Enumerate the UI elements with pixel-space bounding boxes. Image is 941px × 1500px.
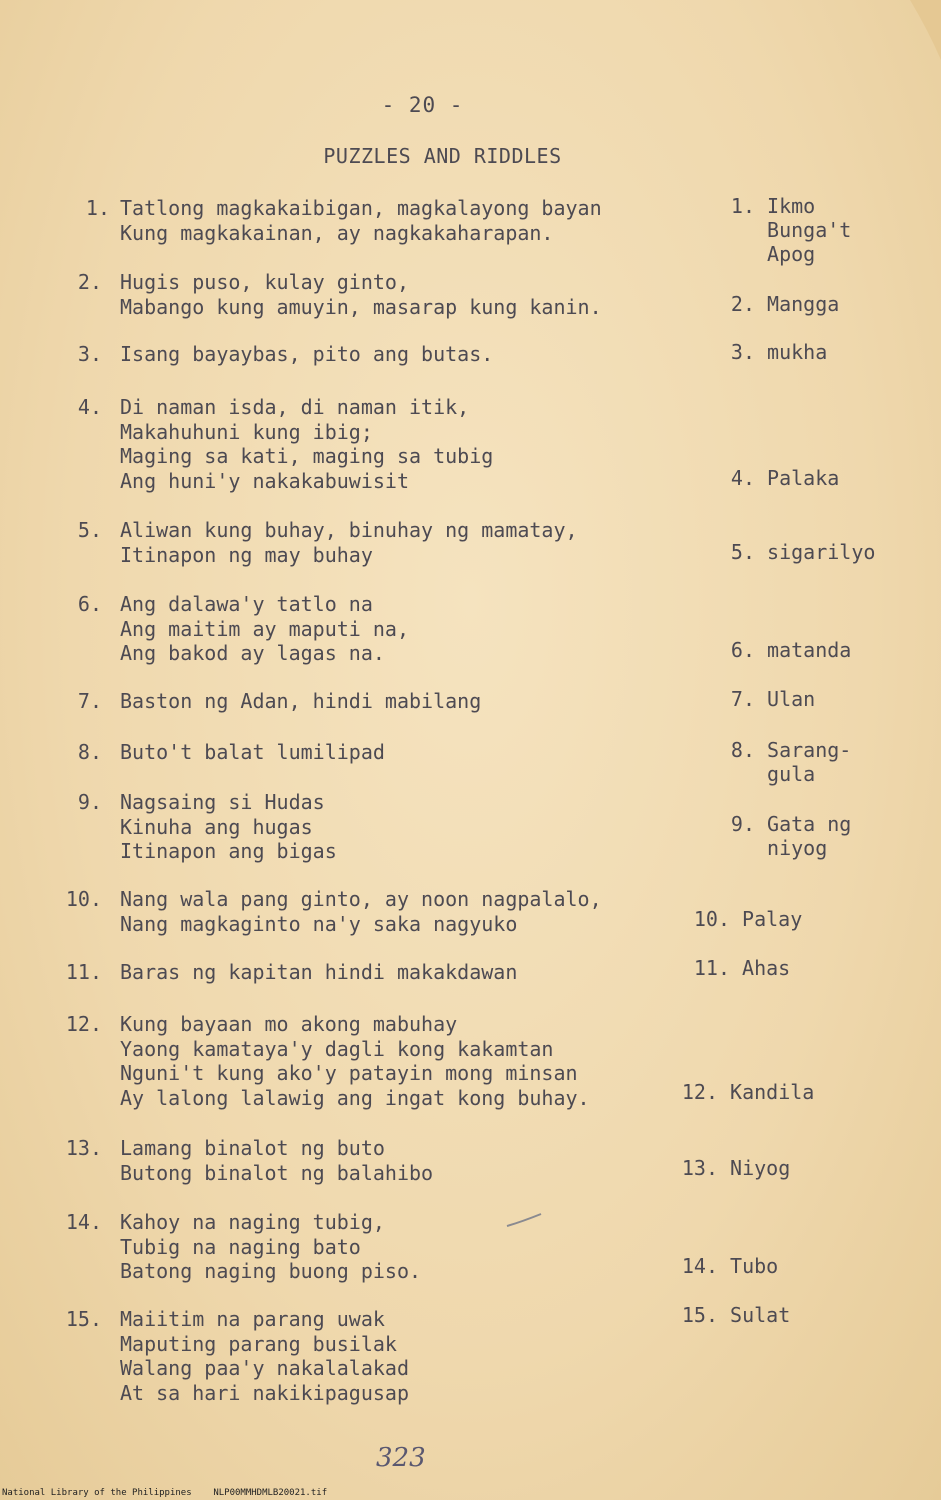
answer-number: 2. — [730, 292, 755, 316]
riddle-text: Buto't balat lumilipad — [120, 740, 385, 764]
pen-stroke-mark — [505, 1210, 545, 1230]
page-number: - 20 - — [381, 93, 464, 117]
riddle-text: Kahoy na naging tubig, Tubig na naging bato Batong naging buong piso. — [120, 1210, 422, 1283]
riddle-number: 15. — [65, 1307, 102, 1331]
answer-text: Palaka — [767, 466, 840, 490]
answer-number: 10. — [693, 907, 730, 931]
riddle-number: 6. — [77, 592, 102, 616]
riddle-answer — [678, 1080, 814, 1104]
riddle-answer — [678, 1303, 790, 1327]
answer-number: 4. — [730, 466, 755, 490]
answer-text: Palay — [742, 907, 803, 931]
riddle-answer — [678, 1156, 790, 1180]
page-title: PUZZLES AND RIDDLES — [323, 144, 562, 168]
riddle-number: 9. — [77, 790, 102, 814]
riddle-answer — [715, 540, 875, 564]
riddle-text: Baras ng kapitan hindi makakdawan — [120, 960, 518, 984]
riddle-number: 1. — [85, 196, 110, 220]
answer-text: Sarang- gula — [767, 738, 852, 786]
riddle-answer — [715, 292, 839, 316]
answer-number: 7. — [730, 687, 755, 711]
handwritten-mark-text: 323 — [376, 1443, 426, 1473]
riddle-answer — [715, 687, 815, 711]
riddle-text: Kung bayaan mo akong mabuhay Yaong kamataya'y dagli kong kakamtan Nguni't kung ako'y patayin mong minsan Ay lalong lalawig ang ingat kong buhay. — [120, 1012, 590, 1110]
answer-number: 12. — [681, 1080, 718, 1104]
answer-text: Mangga — [767, 292, 840, 316]
riddle-number: 10. — [65, 887, 102, 911]
riddle-answer — [715, 194, 851, 266]
answer-number: 1. — [730, 194, 755, 218]
answer-text: matanda — [767, 638, 852, 662]
riddle-number: 12. — [65, 1012, 102, 1036]
riddle-answer — [715, 466, 839, 490]
footer-source: National Library of the Philippines NLP00MMHDMLB20021.tif — [2, 1488, 328, 1498]
riddle-number: 3. — [77, 342, 102, 366]
riddle-text: Hugis puso, kulay ginto, Mabango kung amuyin, masarap kung kanin. — [120, 270, 602, 319]
riddle-number: 5. — [77, 518, 102, 542]
answer-number: 3. — [730, 340, 755, 364]
riddle-text: Di naman isda, di naman itik, Makahuhuni kung ibig; Maging sa kati, maging sa tubig Ang huni'y nakakabuwisit — [120, 395, 494, 493]
riddle-text: Tatlong magkakaibigan, magkalayong bayan Kung magkakainan, ay nagkakaharapan. — [120, 196, 602, 245]
riddle-answer — [715, 638, 851, 662]
riddle-number: 4. — [77, 395, 102, 419]
riddle-number: 7. — [77, 689, 102, 713]
riddle-answer — [678, 1254, 778, 1278]
riddle-text: Lamang binalot ng buto Butong binalot ng balahibo — [120, 1136, 434, 1185]
answer-text: Sulat — [730, 1303, 791, 1327]
answer-number: 8. — [730, 738, 755, 762]
riddle-number: 13. — [65, 1136, 102, 1160]
answer-text: Ulan — [767, 687, 816, 711]
page-corner-stain — [900, 0, 941, 60]
riddle-number: 8. — [77, 740, 102, 764]
answer-text: Tubo — [730, 1254, 779, 1278]
riddle-text: Aliwan kung buhay, binuhay ng mamatay, Itinapon ng may buhay — [120, 518, 578, 567]
answer-text: Kandila — [730, 1080, 815, 1104]
answer-number: 6. — [730, 638, 755, 662]
riddle-text: Nagsaing si Hudas Kinuha ang hugas Itinapon ang bigas — [120, 790, 337, 863]
answer-number: 15. — [681, 1303, 718, 1327]
answer-number: 14. — [681, 1254, 718, 1278]
handwritten-page-mark — [372, 1436, 442, 1476]
riddle-number: 11. — [65, 960, 102, 984]
riddle-number: 2. — [77, 270, 102, 294]
answer-number: 5. — [730, 540, 755, 564]
answer-number: 9. — [730, 812, 755, 836]
riddle-text: Nang wala pang ginto, ay noon nagpalalo, Nang magkaginto na'y saka nagyuko — [120, 887, 602, 936]
riddle-number: 14. — [65, 1210, 102, 1234]
answer-text: Niyog — [730, 1156, 791, 1180]
answer-number: 11. — [693, 956, 730, 980]
answer-text: Ikmo Bunga't Apog — [767, 194, 852, 266]
riddle-answer — [715, 340, 827, 364]
riddle-answer — [690, 956, 790, 980]
riddle-text: Isang bayaybas, pito ang butas. — [120, 342, 494, 366]
riddle-text: Maiitim na parang uwak Maputing parang busilak Walang paa'y nakalalakad At sa hari nakikipagusap — [120, 1307, 409, 1405]
riddle-answer — [715, 738, 851, 786]
answer-number: 13. — [681, 1156, 718, 1180]
answer-text: Gata ng niyog — [767, 812, 852, 860]
answer-text: sigarilyo — [767, 540, 876, 564]
riddle-answer — [715, 812, 851, 860]
riddle-text: Baston ng Adan, hindi mabilang — [120, 689, 482, 713]
riddle-answer — [690, 907, 802, 931]
riddle-text: Ang dalawa'y tatlo na Ang maitim ay maputi na, Ang bakod ay lagas na. — [120, 592, 409, 665]
answer-text: Ahas — [742, 956, 791, 980]
answer-text: mukha — [767, 340, 828, 364]
